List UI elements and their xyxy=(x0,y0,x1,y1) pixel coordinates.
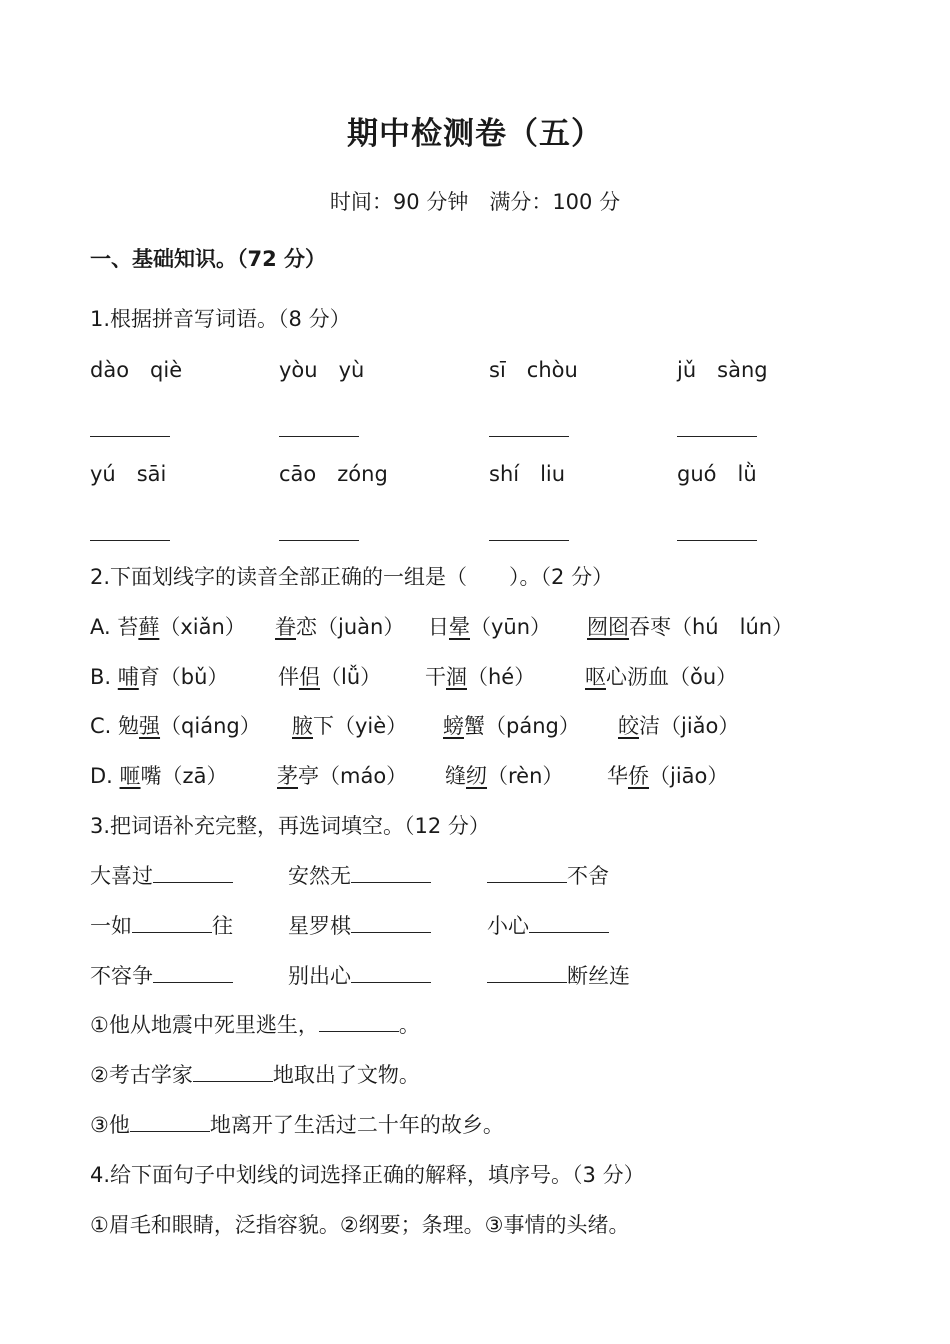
underlined-char: 强 xyxy=(139,714,161,738)
answer-blank[interactable] xyxy=(677,436,757,437)
option-c-word: 螃蟹（páng） xyxy=(443,714,580,738)
underlined-char: 藓 xyxy=(138,615,160,639)
option-a[interactable]: A. 苔藓（xiǎn） xyxy=(90,615,246,639)
underlined-char: 纫 xyxy=(466,764,487,788)
option-label: A. xyxy=(90,615,111,639)
underlined-char: 螃 xyxy=(443,714,464,738)
underlined-char: 晕 xyxy=(449,615,470,639)
answer-blank[interactable] xyxy=(487,981,567,983)
idiom-item: 大喜过 xyxy=(90,861,233,891)
pinyin-item: cāo zóng xyxy=(279,462,388,486)
question-2-heading: 2.下面划线字的读音全部正确的一组是（ ）。（2 分） xyxy=(90,565,614,589)
option-label: B. xyxy=(90,665,112,689)
pinyin-item: guó lǜ xyxy=(677,462,757,486)
idiom-item: 安然无 xyxy=(288,861,431,891)
answer-blank[interactable] xyxy=(130,1130,210,1132)
idiom-item: 星罗棋 xyxy=(288,911,431,941)
option-a-word: 日晕（yūn） xyxy=(428,615,552,639)
answer-blank[interactable] xyxy=(90,540,170,541)
answer-blank[interactable] xyxy=(319,1030,399,1032)
underlined-char: 涸 xyxy=(446,665,467,689)
option-b-word: 伴侣（lǚ） xyxy=(278,665,382,689)
underlined-char: 腋 xyxy=(292,714,313,738)
answer-blank[interactable] xyxy=(132,931,212,933)
answer-blank[interactable] xyxy=(489,540,569,541)
fill-sentence: ③他 地离开了生活过二十年的故乡。 xyxy=(90,1113,504,1137)
idiom-item: 一如 往 xyxy=(90,914,233,938)
idiom-item: 不舍 xyxy=(487,861,609,891)
idiom-item: 不容争 xyxy=(90,961,233,991)
answer-blank[interactable] xyxy=(487,881,567,883)
answer-blank[interactable] xyxy=(279,540,359,541)
underlined-char: 眷 xyxy=(275,615,296,639)
option-d-word: 华侨（jiāo） xyxy=(607,764,729,788)
option-a-word: 眷恋（juàn） xyxy=(275,615,405,639)
option-b-word: 干涸（hé） xyxy=(425,665,536,689)
pinyin-item: shí liu xyxy=(489,462,566,486)
answer-blank[interactable] xyxy=(529,931,609,933)
answer-blank[interactable] xyxy=(193,1080,273,1082)
pinyin-item: sī chòu xyxy=(489,358,578,382)
option-d-word: 缝纫（rèn） xyxy=(445,764,564,788)
option-c-word: 腋下（yiè） xyxy=(292,714,408,738)
option-b[interactable]: B. 哺育（bǔ） xyxy=(90,665,229,689)
question-4-heading: 4.给下面句子中划线的词选择正确的解释，填序号。（3 分） xyxy=(90,1163,645,1187)
fill-sentence: ②考古学家 地取出了文物。 xyxy=(90,1063,420,1087)
idiom-item: 别出心 xyxy=(288,961,431,991)
pinyin-item: yú sāi xyxy=(90,462,167,486)
underlined-char: 侨 xyxy=(628,764,649,788)
option-b-word: 呕心沥血（ǒu） xyxy=(585,665,738,689)
answer-blank[interactable] xyxy=(279,436,359,437)
pinyin-item: dào qiè xyxy=(90,358,183,382)
option-label: D. xyxy=(90,764,113,788)
underlined-char: 囫囵 xyxy=(587,615,629,639)
fill-sentence: ①他从地震中死里逃生， 。 xyxy=(90,1013,420,1037)
answer-blank[interactable] xyxy=(351,881,431,883)
idiom-item: 小心 xyxy=(487,911,609,941)
answer-blank[interactable] xyxy=(677,540,757,541)
underlined-char: 茅 xyxy=(277,764,298,788)
option-c-word: 皎洁（jiǎo） xyxy=(618,714,740,738)
answer-blank[interactable] xyxy=(351,931,431,933)
question-3-heading: 3.把词语补充完整，再选词填空。（12 分） xyxy=(90,814,490,838)
underlined-char: 哺 xyxy=(117,665,139,689)
option-label: C. xyxy=(90,714,112,738)
definition-options: ①眉毛和眼睛，泛指容貌。②纲要；条理。③事情的头绪。 xyxy=(90,1213,630,1237)
question-1-heading: 1.根据拼音写词语。（8 分） xyxy=(90,307,351,331)
answer-blank[interactable] xyxy=(351,981,431,983)
underlined-char: 咂 xyxy=(119,764,141,788)
idiom-item: 断丝连 xyxy=(487,961,630,991)
underlined-char: 皎 xyxy=(618,714,639,738)
answer-blank[interactable] xyxy=(90,436,170,437)
answer-blank[interactable] xyxy=(489,436,569,437)
option-a-word: 囫囵吞枣（hú lún） xyxy=(587,615,794,639)
exam-time-score: 时间：90 分钟 满分：100 分 xyxy=(329,190,621,214)
underlined-char: 侣 xyxy=(299,665,320,689)
underlined-char: 呕 xyxy=(585,665,606,689)
option-c[interactable]: C. 勉强（qiáng） xyxy=(90,714,261,738)
answer-blank[interactable] xyxy=(153,881,233,883)
option-d-word: 茅亭（máo） xyxy=(277,764,408,788)
answer-blank[interactable] xyxy=(153,981,233,983)
page-title: 期中检测卷（五） xyxy=(347,116,603,152)
pinyin-item: jǔ sàng xyxy=(677,358,768,382)
option-d[interactable]: D. 咂嘴（zā） xyxy=(90,764,228,788)
section-heading: 一、基础知识。（72 分） xyxy=(90,247,327,271)
pinyin-item: yòu yù xyxy=(279,358,365,382)
